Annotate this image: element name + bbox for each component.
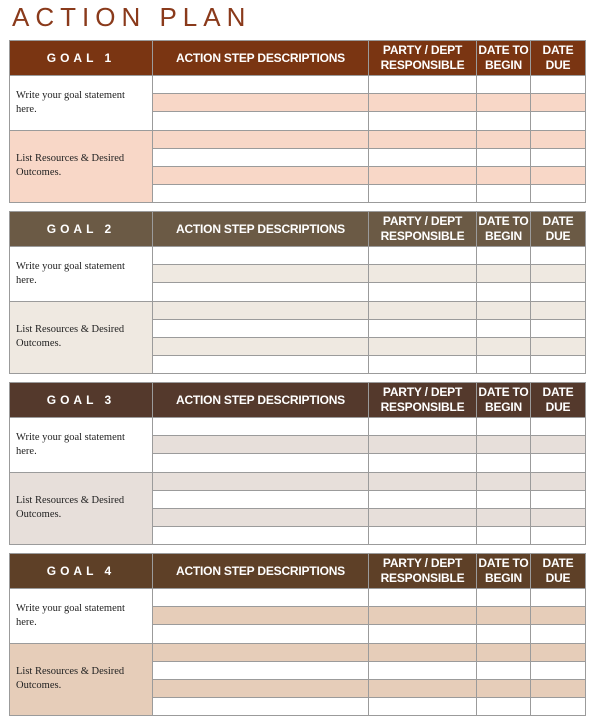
- date-due-cell[interactable]: [531, 247, 586, 265]
- date-begin-cell[interactable]: [477, 526, 531, 544]
- goal-4-header-row: [10, 554, 586, 589]
- date-begin-cell[interactable]: [477, 679, 531, 697]
- date-due-cell[interactable]: [531, 418, 586, 436]
- date-due-cell[interactable]: [531, 94, 586, 112]
- date-due-cell[interactable]: [531, 301, 586, 319]
- goal-4-resources[interactable]: List Resources & Desired Outcomes.: [10, 643, 153, 715]
- date-begin-cell[interactable]: [477, 625, 531, 643]
- party-cell[interactable]: [369, 319, 477, 337]
- date-begin-cell[interactable]: [477, 697, 531, 715]
- party-cell[interactable]: [369, 301, 477, 319]
- date-due-cell[interactable]: [531, 454, 586, 472]
- party-cell[interactable]: [369, 490, 477, 508]
- party-cell[interactable]: [369, 454, 477, 472]
- date-begin-cell[interactable]: [477, 148, 531, 166]
- goal-2-statement[interactable]: Write your goal statement here.: [10, 247, 153, 301]
- action-cell[interactable]: [153, 355, 369, 373]
- date-due-cell[interactable]: [531, 148, 586, 166]
- date-begin-cell[interactable]: [477, 247, 531, 265]
- action-step-header: ACTION STEP DESCRIPTIONS: [153, 41, 369, 76]
- date-begin-cell[interactable]: [477, 337, 531, 355]
- party-cell[interactable]: [369, 283, 477, 301]
- action-step-header: ACTION STEP DESCRIPTIONS: [153, 212, 369, 247]
- date-due-cell[interactable]: [531, 472, 586, 490]
- action-cell[interactable]: [153, 130, 369, 148]
- date-begin-header: DATE TO BEGIN: [477, 383, 531, 418]
- party-cell[interactable]: [369, 625, 477, 643]
- date-due-header: DATE DUE: [531, 554, 586, 589]
- goal-1-table: [9, 40, 585, 203]
- date-begin-cell[interactable]: [477, 436, 531, 454]
- date-begin-header: DATE TO BEGIN: [477, 41, 531, 76]
- date-begin-cell[interactable]: [477, 76, 531, 94]
- goal-4-table: [9, 553, 585, 716]
- date-begin-cell[interactable]: [477, 184, 531, 202]
- date-begin-cell[interactable]: [477, 319, 531, 337]
- party-cell[interactable]: [369, 508, 477, 526]
- action-cell[interactable]: [153, 490, 369, 508]
- action-cell[interactable]: [153, 337, 369, 355]
- date-due-header: DATE DUE: [531, 41, 586, 76]
- party-cell[interactable]: [369, 355, 477, 373]
- date-begin-cell[interactable]: [477, 607, 531, 625]
- action-cell[interactable]: [153, 679, 369, 697]
- goal-2-resources[interactable]: List Resources & Desired Outcomes.: [10, 301, 153, 373]
- date-due-cell[interactable]: [531, 607, 586, 625]
- action-cell[interactable]: [153, 661, 369, 679]
- date-begin-cell[interactable]: [477, 112, 531, 130]
- action-cell[interactable]: [153, 283, 369, 301]
- date-begin-cell[interactable]: [477, 418, 531, 436]
- action-cell[interactable]: [153, 454, 369, 472]
- party-cell[interactable]: [369, 679, 477, 697]
- date-begin-cell[interactable]: [477, 301, 531, 319]
- date-begin-cell[interactable]: [477, 265, 531, 283]
- action-cell[interactable]: [153, 148, 369, 166]
- party-cell[interactable]: [369, 472, 477, 490]
- party-cell[interactable]: [369, 589, 477, 607]
- date-begin-cell[interactable]: [477, 589, 531, 607]
- date-begin-cell[interactable]: [477, 508, 531, 526]
- action-cell[interactable]: [153, 607, 369, 625]
- action-step-header: ACTION STEP DESCRIPTIONS: [153, 383, 369, 418]
- goal-1-header-row: [10, 41, 586, 76]
- party-cell[interactable]: [369, 184, 477, 202]
- action-cell[interactable]: [153, 472, 369, 490]
- action-cell[interactable]: [153, 76, 369, 94]
- date-begin-header: DATE TO BEGIN: [477, 212, 531, 247]
- action-cell[interactable]: [153, 508, 369, 526]
- date-due-cell[interactable]: [531, 355, 586, 373]
- date-due-cell[interactable]: [531, 265, 586, 283]
- party-cell[interactable]: [369, 76, 477, 94]
- date-begin-cell[interactable]: [477, 94, 531, 112]
- date-due-cell[interactable]: [531, 76, 586, 94]
- action-cell[interactable]: [153, 319, 369, 337]
- action-cell[interactable]: [153, 526, 369, 544]
- goal-1-label: GOAL 1: [10, 41, 153, 76]
- party-cell[interactable]: [369, 607, 477, 625]
- party-cell[interactable]: [369, 112, 477, 130]
- goal-4-label: GOAL 4: [10, 554, 153, 589]
- action-cell[interactable]: [153, 265, 369, 283]
- goal-4-statement[interactable]: Write your goal statement here.: [10, 589, 153, 643]
- action-cell[interactable]: [153, 436, 369, 454]
- date-begin-header: DATE TO BEGIN: [477, 554, 531, 589]
- goal-3-statement[interactable]: Write your goal statement here.: [10, 418, 153, 472]
- party-cell[interactable]: [369, 247, 477, 265]
- party-header: PARTY / DEPT RESPONSIBLE: [369, 383, 477, 418]
- action-cell[interactable]: [153, 418, 369, 436]
- date-begin-cell[interactable]: [477, 661, 531, 679]
- party-cell[interactable]: [369, 94, 477, 112]
- date-due-cell[interactable]: [531, 130, 586, 148]
- goal-2-label: GOAL 2: [10, 212, 153, 247]
- date-due-cell[interactable]: [531, 337, 586, 355]
- date-due-cell[interactable]: [531, 508, 586, 526]
- date-due-cell[interactable]: [531, 319, 586, 337]
- date-begin-cell[interactable]: [477, 166, 531, 184]
- date-due-cell[interactable]: [531, 490, 586, 508]
- date-due-cell[interactable]: [531, 679, 586, 697]
- date-due-cell[interactable]: [531, 184, 586, 202]
- date-due-cell[interactable]: [531, 436, 586, 454]
- party-cell[interactable]: [369, 148, 477, 166]
- action-cell[interactable]: [153, 247, 369, 265]
- goal-2-table: [9, 211, 585, 374]
- party-header: PARTY / DEPT RESPONSIBLE: [369, 212, 477, 247]
- goal-1-statement[interactable]: Write your goal statement here.: [10, 76, 153, 130]
- date-begin-cell[interactable]: [477, 454, 531, 472]
- date-begin-cell[interactable]: [477, 355, 531, 373]
- date-due-header: DATE DUE: [531, 212, 586, 247]
- date-due-cell[interactable]: [531, 526, 586, 544]
- action-cell[interactable]: [153, 589, 369, 607]
- date-begin-cell[interactable]: [477, 130, 531, 148]
- party-cell[interactable]: [369, 661, 477, 679]
- page-title: ACTION PLAN: [12, 2, 252, 32]
- date-due-cell[interactable]: [531, 643, 586, 661]
- goal-3-label: GOAL 3: [10, 383, 153, 418]
- date-begin-cell[interactable]: [477, 490, 531, 508]
- action-cell[interactable]: [153, 94, 369, 112]
- party-cell[interactable]: [369, 418, 477, 436]
- date-due-cell[interactable]: [531, 625, 586, 643]
- goal-3-table: [9, 382, 585, 545]
- party-cell[interactable]: [369, 130, 477, 148]
- party-cell[interactable]: [369, 643, 477, 661]
- action-cell[interactable]: [153, 166, 369, 184]
- goal-3-resources[interactable]: List Resources & Desired Outcomes.: [10, 472, 153, 544]
- party-cell[interactable]: [369, 697, 477, 715]
- date-due-cell[interactable]: [531, 661, 586, 679]
- action-cell[interactable]: [153, 697, 369, 715]
- goal-3-header-row: [10, 383, 586, 418]
- date-due-header: DATE DUE: [531, 383, 586, 418]
- action-cell[interactable]: [153, 184, 369, 202]
- party-header: PARTY / DEPT RESPONSIBLE: [369, 41, 477, 76]
- date-begin-cell[interactable]: [477, 283, 531, 301]
- action-cell[interactable]: [153, 643, 369, 661]
- date-due-cell[interactable]: [531, 589, 586, 607]
- party-cell[interactable]: [369, 166, 477, 184]
- party-cell[interactable]: [369, 337, 477, 355]
- party-cell[interactable]: [369, 436, 477, 454]
- action-cell[interactable]: [153, 301, 369, 319]
- date-due-cell[interactable]: [531, 166, 586, 184]
- date-begin-cell[interactable]: [477, 472, 531, 490]
- date-begin-cell[interactable]: [477, 643, 531, 661]
- date-due-cell[interactable]: [531, 112, 586, 130]
- action-cell[interactable]: [153, 625, 369, 643]
- date-due-cell[interactable]: [531, 697, 586, 715]
- party-cell[interactable]: [369, 526, 477, 544]
- goal-2-header-row: [10, 212, 586, 247]
- date-due-cell[interactable]: [531, 283, 586, 301]
- goal-1-resources[interactable]: List Resources & Desired Outcomes.: [10, 130, 153, 202]
- party-cell[interactable]: [369, 265, 477, 283]
- party-header: PARTY / DEPT RESPONSIBLE: [369, 554, 477, 589]
- action-cell[interactable]: [153, 112, 369, 130]
- action-step-header: ACTION STEP DESCRIPTIONS: [153, 554, 369, 589]
